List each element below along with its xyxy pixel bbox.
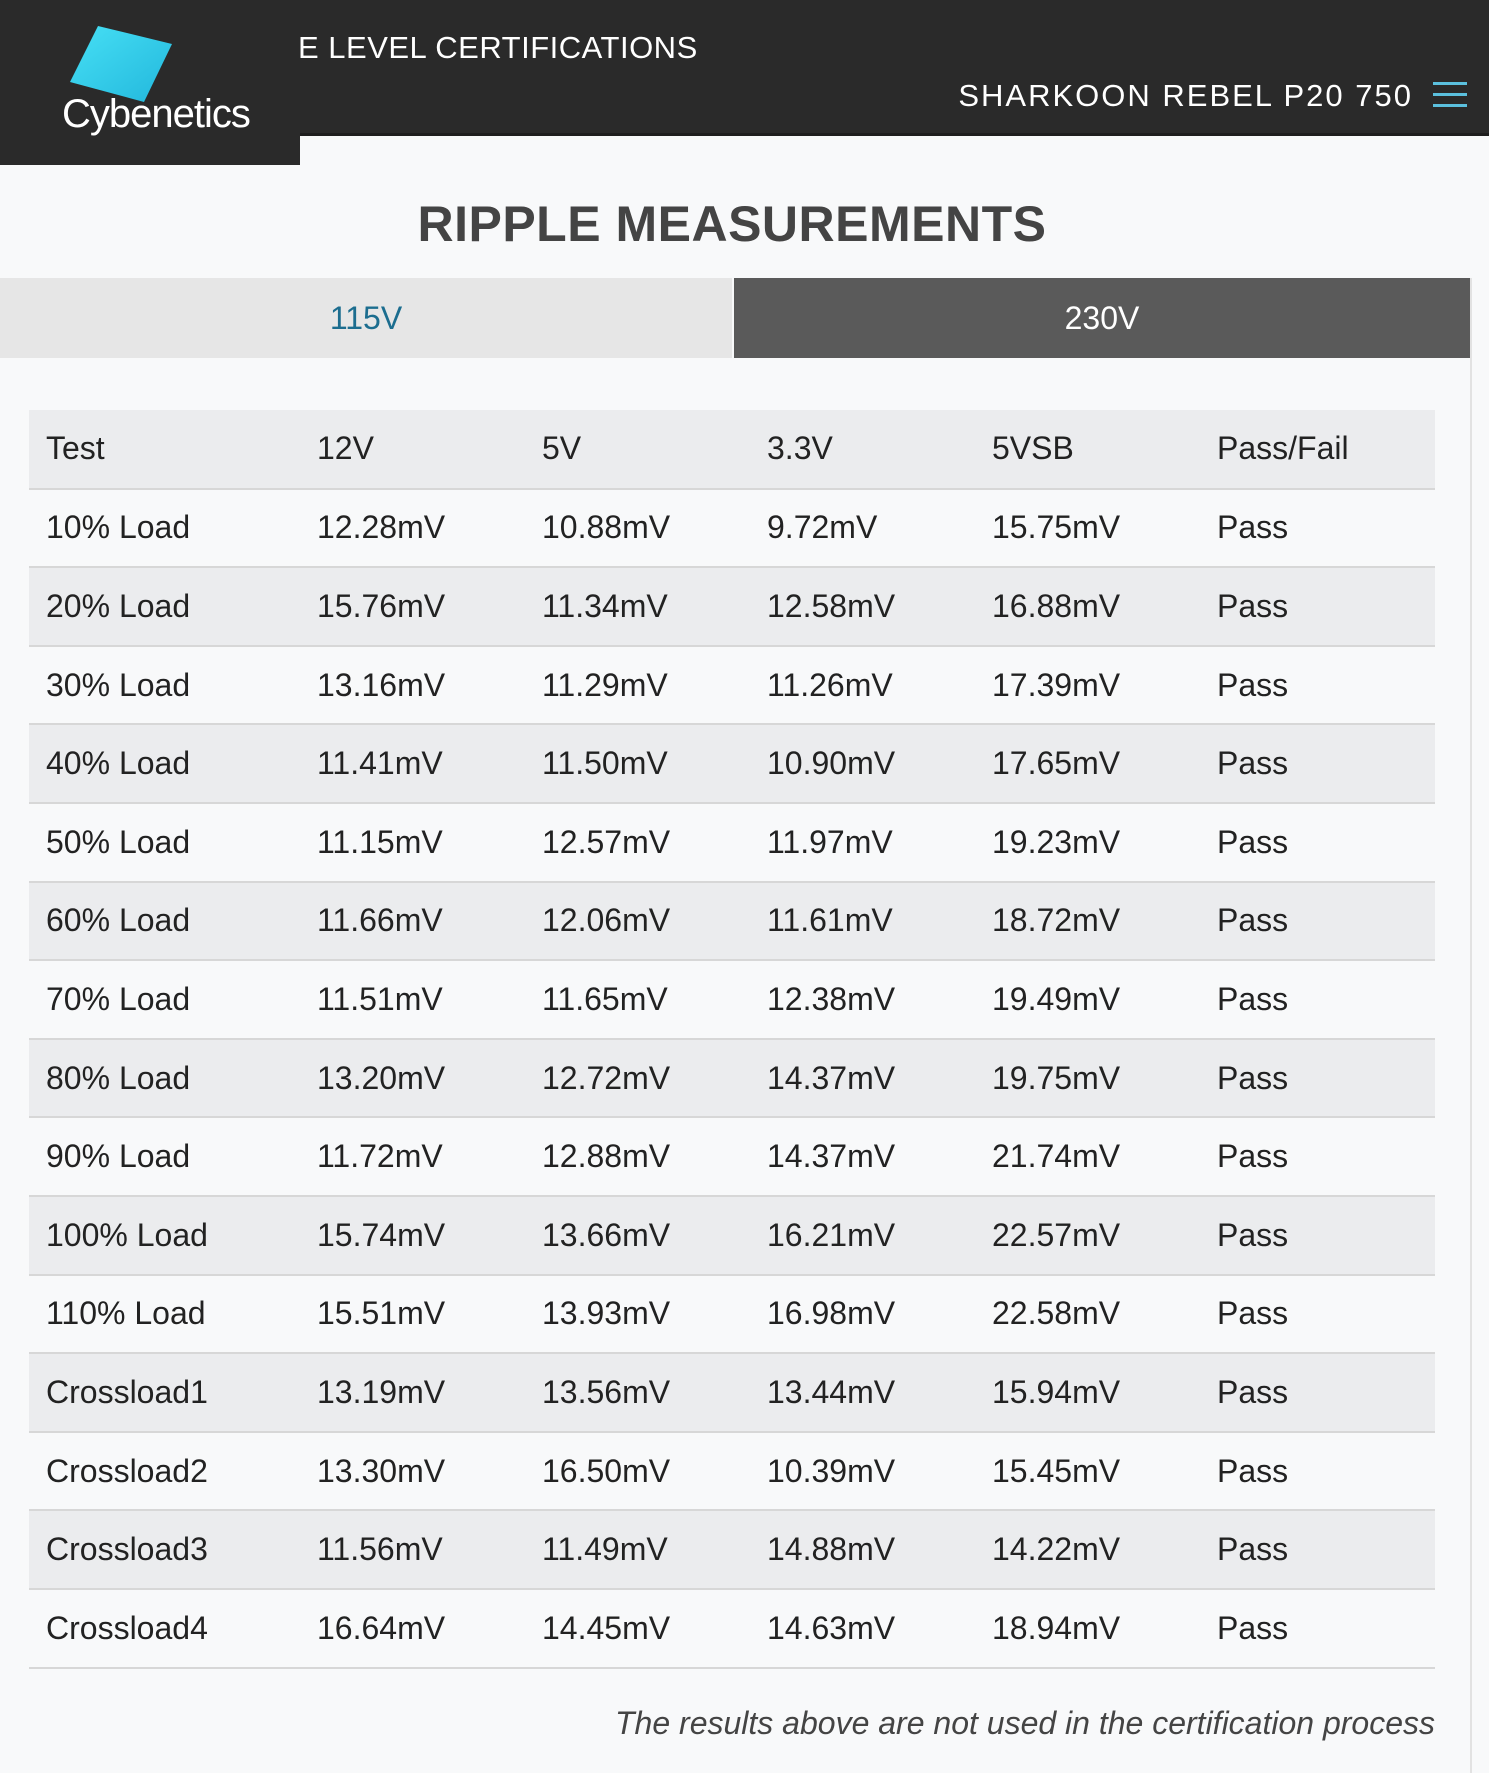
3-3v-cell: 11.26mV bbox=[750, 646, 975, 725]
pass-fail-cell: Pass bbox=[1200, 960, 1435, 1039]
5vsb-cell: 17.65mV bbox=[975, 724, 1200, 803]
3-3v-cell: 14.88mV bbox=[750, 1510, 975, 1589]
voltage-tabs bbox=[0, 278, 1470, 358]
pass-fail-cell: Pass bbox=[1200, 1432, 1435, 1511]
tab-115v[interactable]: 115V bbox=[0, 278, 732, 358]
test-name-cell: 40% Load bbox=[29, 724, 300, 803]
5vsb-cell: 19.49mV bbox=[975, 960, 1200, 1039]
5vsb-cell: 18.94mV bbox=[975, 1589, 1200, 1668]
5vsb-cell: 15.94mV bbox=[975, 1353, 1200, 1432]
section-title: RIPPLE MEASUREMENTS bbox=[417, 196, 1047, 252]
12v-cell: 11.66mV bbox=[300, 882, 525, 961]
pass-fail-cell: Pass bbox=[1200, 646, 1435, 725]
12v-cell: 13.16mV bbox=[300, 646, 525, 725]
5v-cell: 12.88mV bbox=[525, 1117, 750, 1196]
column-header-pass-fail: Pass/Fail bbox=[1200, 410, 1435, 489]
3-3v-cell: 12.38mV bbox=[750, 960, 975, 1039]
5v-cell: 13.56mV bbox=[525, 1353, 750, 1432]
12v-cell: 13.20mV bbox=[300, 1039, 525, 1118]
3-3v-cell: 16.98mV bbox=[750, 1275, 975, 1354]
3-3v-cell: 12.58mV bbox=[750, 567, 975, 646]
test-name-cell: 80% Load bbox=[29, 1039, 300, 1118]
table-row bbox=[29, 646, 1435, 725]
cybenetics-logo-icon bbox=[70, 26, 174, 102]
12v-cell: 11.41mV bbox=[300, 724, 525, 803]
tab-230v[interactable]: 230V bbox=[734, 278, 1470, 358]
pass-fail-cell: Pass bbox=[1200, 1510, 1435, 1589]
table-row bbox=[29, 882, 1435, 961]
ripple-table bbox=[29, 410, 1435, 1669]
12v-cell: 11.56mV bbox=[300, 1510, 525, 1589]
test-name-cell: Crossload1 bbox=[29, 1353, 300, 1432]
page-header-title[interactable]: E LEVEL CERTIFICATIONS bbox=[298, 30, 698, 65]
5v-cell: 10.88mV bbox=[525, 489, 750, 568]
test-name-cell: 70% Load bbox=[29, 960, 300, 1039]
5v-cell: 12.06mV bbox=[525, 882, 750, 961]
pass-fail-cell: Pass bbox=[1200, 1196, 1435, 1275]
pass-fail-cell: Pass bbox=[1200, 1353, 1435, 1432]
test-name-cell: Crossload2 bbox=[29, 1432, 300, 1511]
3-3v-cell: 11.97mV bbox=[750, 803, 975, 882]
test-name-cell: 20% Load bbox=[29, 567, 300, 646]
3-3v-cell: 14.63mV bbox=[750, 1589, 975, 1668]
table-row bbox=[29, 567, 1435, 646]
column-header-test: Test bbox=[29, 410, 300, 489]
5vsb-cell: 19.75mV bbox=[975, 1039, 1200, 1118]
pass-fail-cell: Pass bbox=[1200, 803, 1435, 882]
5v-cell: 11.49mV bbox=[525, 1510, 750, 1589]
5v-cell: 11.65mV bbox=[525, 960, 750, 1039]
5v-cell: 12.57mV bbox=[525, 803, 750, 882]
table-row bbox=[29, 1275, 1435, 1354]
table-row bbox=[29, 1589, 1435, 1668]
footnote: The results above are not used in the certification process bbox=[615, 1705, 1435, 1741]
3-3v-cell: 9.72mV bbox=[750, 489, 975, 568]
table-header-row bbox=[29, 410, 1435, 489]
12v-cell: 15.51mV bbox=[300, 1275, 525, 1354]
pass-fail-cell: Pass bbox=[1200, 1589, 1435, 1668]
5vsb-cell: 19.23mV bbox=[975, 803, 1200, 882]
5vsb-cell: 14.22mV bbox=[975, 1510, 1200, 1589]
5v-cell: 11.34mV bbox=[525, 567, 750, 646]
5vsb-cell: 17.39mV bbox=[975, 646, 1200, 725]
table-row bbox=[29, 724, 1435, 803]
12v-cell: 15.76mV bbox=[300, 567, 525, 646]
5v-cell: 14.45mV bbox=[525, 1589, 750, 1668]
12v-cell: 16.64mV bbox=[300, 1589, 525, 1668]
12v-cell: 12.28mV bbox=[300, 489, 525, 568]
table-row bbox=[29, 1117, 1435, 1196]
table-row bbox=[29, 803, 1435, 882]
5vsb-cell: 16.88mV bbox=[975, 567, 1200, 646]
5v-cell: 11.50mV bbox=[525, 724, 750, 803]
pass-fail-cell: Pass bbox=[1200, 1275, 1435, 1354]
table-row bbox=[29, 1432, 1435, 1511]
3-3v-cell: 16.21mV bbox=[750, 1196, 975, 1275]
pass-fail-cell: Pass bbox=[1200, 567, 1435, 646]
test-name-cell: 110% Load bbox=[29, 1275, 300, 1354]
3-3v-cell: 11.61mV bbox=[750, 882, 975, 961]
test-name-cell: Crossload4 bbox=[29, 1589, 300, 1668]
5v-cell: 13.66mV bbox=[525, 1196, 750, 1275]
table-row bbox=[29, 1196, 1435, 1275]
table-row bbox=[29, 489, 1435, 568]
test-name-cell: 100% Load bbox=[29, 1196, 300, 1275]
column-header-3-3v: 3.3V bbox=[750, 410, 975, 489]
3-3v-cell: 10.90mV bbox=[750, 724, 975, 803]
5v-cell: 13.93mV bbox=[525, 1275, 750, 1354]
content-divider bbox=[1470, 278, 1472, 1773]
12v-cell: 13.30mV bbox=[300, 1432, 525, 1511]
table-row bbox=[29, 1510, 1435, 1589]
pass-fail-cell: Pass bbox=[1200, 1039, 1435, 1118]
12v-cell: 11.72mV bbox=[300, 1117, 525, 1196]
5vsb-cell: 15.75mV bbox=[975, 489, 1200, 568]
table-row bbox=[29, 960, 1435, 1039]
3-3v-cell: 14.37mV bbox=[750, 1117, 975, 1196]
top-header bbox=[0, 0, 1489, 136]
test-name-cell: 30% Load bbox=[29, 646, 300, 725]
pass-fail-cell: Pass bbox=[1200, 489, 1435, 568]
12v-cell: 11.51mV bbox=[300, 960, 525, 1039]
5vsb-cell: 15.45mV bbox=[975, 1432, 1200, 1511]
column-header-5vsb: 5VSB bbox=[975, 410, 1200, 489]
12v-cell: 15.74mV bbox=[300, 1196, 525, 1275]
5v-cell: 11.29mV bbox=[525, 646, 750, 725]
product-model-name: SHARKOON REBEL P20 750 bbox=[958, 78, 1413, 113]
pass-fail-cell: Pass bbox=[1200, 724, 1435, 803]
test-name-cell: 10% Load bbox=[29, 489, 300, 568]
logo-text: Cybenetics bbox=[62, 92, 250, 136]
column-header-12v: 12V bbox=[300, 410, 525, 489]
5v-cell: 16.50mV bbox=[525, 1432, 750, 1511]
3-3v-cell: 13.44mV bbox=[750, 1353, 975, 1432]
5vsb-cell: 22.58mV bbox=[975, 1275, 1200, 1354]
test-name-cell: 90% Load bbox=[29, 1117, 300, 1196]
3-3v-cell: 10.39mV bbox=[750, 1432, 975, 1511]
5v-cell: 12.72mV bbox=[525, 1039, 750, 1118]
column-header-5v: 5V bbox=[525, 410, 750, 489]
test-name-cell: 50% Load bbox=[29, 803, 300, 882]
5vsb-cell: 18.72mV bbox=[975, 882, 1200, 961]
5vsb-cell: 21.74mV bbox=[975, 1117, 1200, 1196]
12v-cell: 13.19mV bbox=[300, 1353, 525, 1432]
test-name-cell: Crossload3 bbox=[29, 1510, 300, 1589]
table-row bbox=[29, 1353, 1435, 1432]
logo[interactable] bbox=[0, 0, 300, 165]
pass-fail-cell: Pass bbox=[1200, 882, 1435, 961]
hamburger-menu-icon[interactable] bbox=[1433, 80, 1467, 110]
pass-fail-cell: Pass bbox=[1200, 1117, 1435, 1196]
3-3v-cell: 14.37mV bbox=[750, 1039, 975, 1118]
test-name-cell: 60% Load bbox=[29, 882, 300, 961]
5vsb-cell: 22.57mV bbox=[975, 1196, 1200, 1275]
table-row bbox=[29, 1039, 1435, 1118]
12v-cell: 11.15mV bbox=[300, 803, 525, 882]
